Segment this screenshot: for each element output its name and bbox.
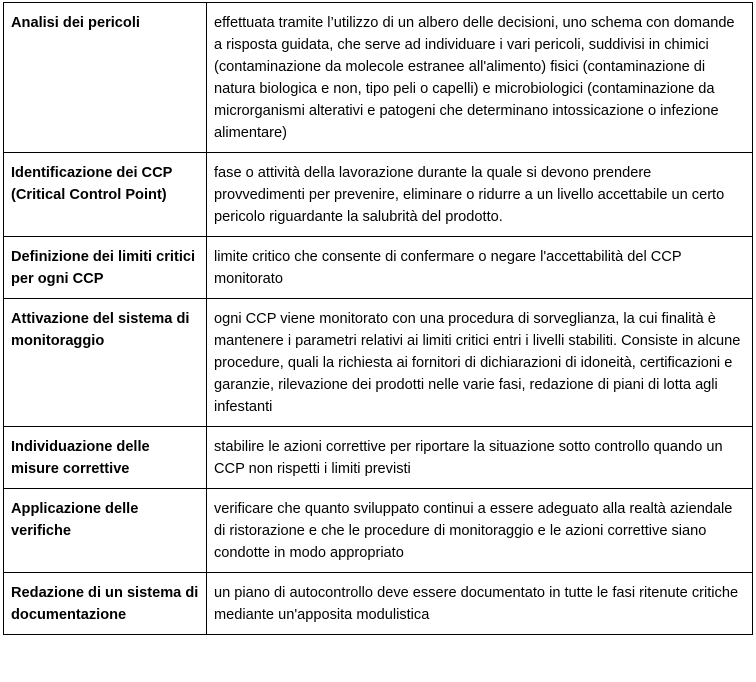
term-cell: Individuazione delle misure correttive xyxy=(4,427,207,489)
term-cell: Attivazione del sistema di monitoraggio xyxy=(4,299,207,427)
table-row xyxy=(4,153,753,237)
definition-cell: ogni CCP viene monitorato con una procedura di sorveglianza, la cui finalità è mantenere i parametri relativi ai limiti critici entri i livelli stabiliti. Consiste in alcune procedure, quali la richiesta ai fornitori di dichiarazioni di idoneità, certificazioni e garanzie, rilevazione dei prodotti nelle varie fasi, redazione di piani di lotta agli infestanti xyxy=(207,299,753,427)
term-cell: Identificazione dei CCP (Critical Control Point) xyxy=(4,153,207,237)
table-row xyxy=(4,427,753,489)
term-cell: Redazione di un sistema di documentazione xyxy=(4,573,207,635)
table-row xyxy=(4,299,753,427)
term-cell: Analisi dei pericoli xyxy=(4,3,207,153)
definition-cell: stabilire le azioni correttive per riportare la situazione sotto controllo quando un CCP non rispetti i limiti previsti xyxy=(207,427,753,489)
table-row xyxy=(4,3,753,153)
definition-cell: effettuata tramite l’utilizzo di un albero delle decisioni, uno schema con domande a risposta guidata, che serve ad individuare i vari pericoli, suddivisi in chimici (contaminazione da molecole estranee all'alimento) fisici (contaminazione di natura biologica e non, tipo peli o capelli) e microbiologici (contaminazione da microrganismi alterativi e patogeni che determinano intossicazione o infezione alimentare) xyxy=(207,3,753,153)
definition-cell: fase o attività della lavorazione durante la quale si devono prendere provvedimenti per prevenire, eliminare o ridurre a un livello accettabile un certo pericolo riguardante la salubrità del prodotto. xyxy=(207,153,753,237)
table-row xyxy=(4,489,753,573)
definition-cell: verificare che quanto sviluppato continui a essere adeguato alla realtà aziendale di ristorazione e che le procedure di monitoraggio e le azioni correttive siano condotte in modo appropriato xyxy=(207,489,753,573)
table-row xyxy=(4,237,753,299)
haccp-table xyxy=(3,2,753,635)
definition-cell: un piano di autocontrollo deve essere documentato in tutte le fasi ritenute critiche mediante un'apposita modulistica xyxy=(207,573,753,635)
term-cell: Applicazione delle verifiche xyxy=(4,489,207,573)
term-cell: Definizione dei limiti critici per ogni CCP xyxy=(4,237,207,299)
definition-cell: limite critico che consente di confermare o negare l'accettabilità del CCP monitorato xyxy=(207,237,753,299)
table-row xyxy=(4,573,753,635)
